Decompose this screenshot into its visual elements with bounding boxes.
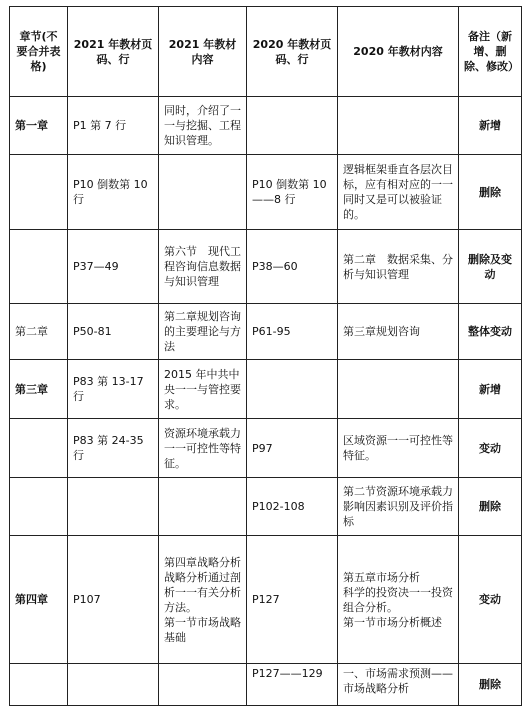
table-header-row xyxy=(10,7,522,97)
page-2020-cell: P61-95 xyxy=(247,304,338,360)
chapter-cell xyxy=(10,478,68,536)
content-2021-cell: 资源环境承载力一一可控性等特征。 xyxy=(159,419,247,478)
page-2020-cell xyxy=(247,97,338,155)
page-2021-cell: P1 第 7 行 xyxy=(68,97,159,155)
content-2021-cell: 第四章战略分析 战略分析通过剖析一一有关分析方法。 第一节市场战略基础 xyxy=(159,536,247,664)
page-2020-cell xyxy=(247,360,338,419)
content-2020-cell: 第二节资源环境承载力影响因素识别及评价指标 xyxy=(338,478,459,536)
content-2021-cell xyxy=(159,478,247,536)
note-cell: 删除 xyxy=(459,664,522,706)
note-cell: 删除及变动 xyxy=(459,230,522,304)
note-cell: 变动 xyxy=(459,536,522,664)
note-cell: 删除 xyxy=(459,478,522,536)
chapter-cell: 第一章 xyxy=(10,97,68,155)
content-2021-cell: 第六节 现代工程咨询信息数据与知识管理 xyxy=(159,230,247,304)
content-2020-cell xyxy=(338,360,459,419)
page-2021-cell: P10 倒数第 10 行 xyxy=(68,155,159,230)
page-2020-cell: P38—60 xyxy=(247,230,338,304)
content-2020-cell: 逻辑框架垂直各层次目标，应有相对应的一一同时又是可以被验证的。 xyxy=(338,155,459,230)
page-2021-cell: P83 第 24-35 行 xyxy=(68,419,159,478)
note-cell: 新增 xyxy=(459,97,522,155)
page-2020-cell: P10 倒数第 10 ——8 行 xyxy=(247,155,338,230)
table-row xyxy=(10,478,522,536)
change-comparison-table xyxy=(9,6,522,706)
note-cell: 删除 xyxy=(459,155,522,230)
table-row xyxy=(10,304,522,360)
content-2020-cell: 第五章市场分析 科学的投资决一一投资组合分析。 第一节市场分析概述 xyxy=(338,536,459,664)
header-2020-page: 2020 年教材页码、行 xyxy=(247,7,338,97)
header-2021-page: 2021 年教材页码、行 xyxy=(68,7,159,97)
content-2021-cell xyxy=(159,664,247,706)
content-2020-cell: 第三章规划咨询 xyxy=(338,304,459,360)
chapter-cell xyxy=(10,664,68,706)
chapter-cell xyxy=(10,155,68,230)
content-2020-cell xyxy=(338,97,459,155)
page-2021-cell: P83 第 13-17 行 xyxy=(68,360,159,419)
content-2021-cell: 第二章规划咨询的主要理论与方法 xyxy=(159,304,247,360)
page-2021-cell xyxy=(68,664,159,706)
table-row xyxy=(10,664,522,706)
table-row xyxy=(10,419,522,478)
table-row xyxy=(10,230,522,304)
table-row xyxy=(10,360,522,419)
chapter-cell: 第四章 xyxy=(10,536,68,664)
page-2020-cell: P127——129 xyxy=(247,664,338,706)
content-2021-cell: 2015 年中共中央一一与管控要求。 xyxy=(159,360,247,419)
header-2020-content: 2020 年教材内容 xyxy=(338,7,459,97)
chapter-cell xyxy=(10,230,68,304)
header-2021-content: 2021 年教材内容 xyxy=(159,7,247,97)
table-row xyxy=(10,155,522,230)
chapter-cell: 第三章 xyxy=(10,360,68,419)
header-note: 备注（新增、删除、修改） xyxy=(459,7,522,97)
page-2020-cell: P97 xyxy=(247,419,338,478)
page-2021-cell: P37—49 xyxy=(68,230,159,304)
content-2021-cell xyxy=(159,155,247,230)
page-2020-cell: P127 xyxy=(247,536,338,664)
page-2021-cell xyxy=(68,478,159,536)
chapter-cell xyxy=(10,419,68,478)
content-2020-cell: 区域资源一一可控性等特征。 xyxy=(338,419,459,478)
table-row xyxy=(10,536,522,664)
table-row xyxy=(10,97,522,155)
header-chapter: 章节(不要合并表格) xyxy=(10,7,68,97)
page-2020-cell: P102-108 xyxy=(247,478,338,536)
note-cell: 整体变动 xyxy=(459,304,522,360)
page-2021-cell: P107 xyxy=(68,536,159,664)
content-2021-cell: 同时，介绍了一一与挖掘、工程知识管理。 xyxy=(159,97,247,155)
page-2021-cell: P50-81 xyxy=(68,304,159,360)
note-cell: 新增 xyxy=(459,360,522,419)
content-2020-cell: 第二章 数据采集、分析与知识管理 xyxy=(338,230,459,304)
chapter-cell: 第二章 xyxy=(10,304,68,360)
content-2020-cell: 一、市场需求预测——市场战略分析 xyxy=(338,664,459,706)
note-cell: 变动 xyxy=(459,419,522,478)
